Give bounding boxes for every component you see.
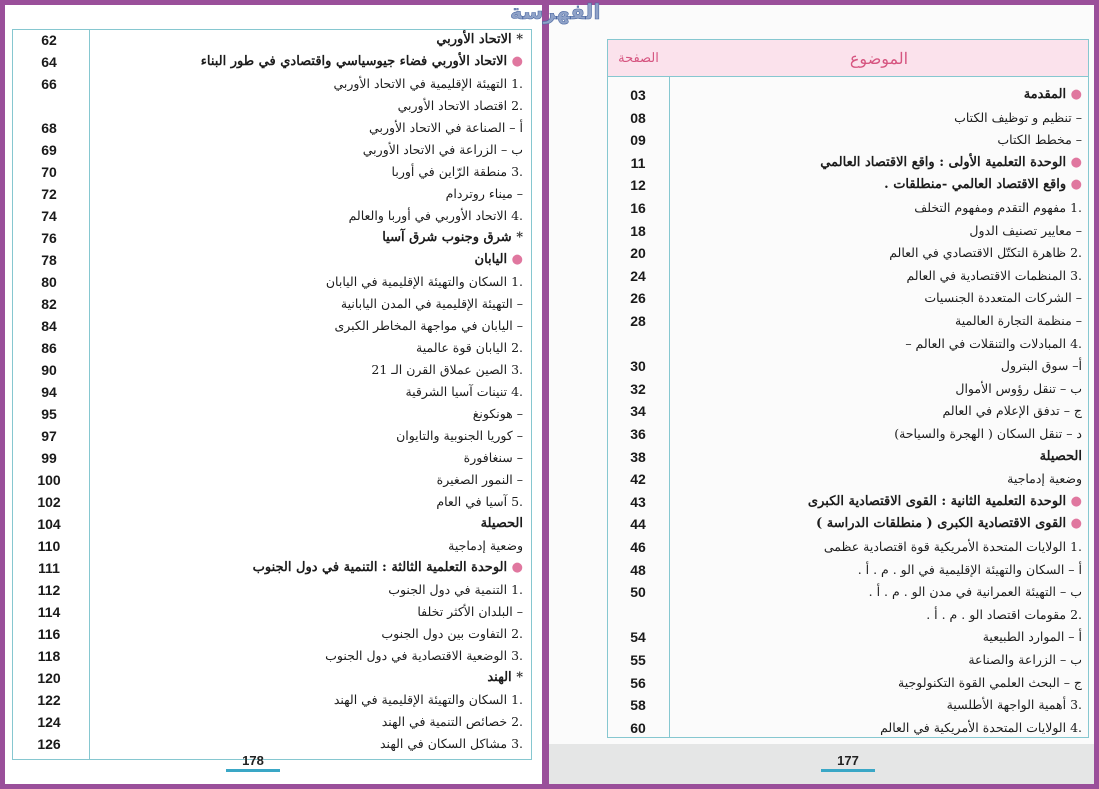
toc-entry	[608, 449, 1088, 472]
toc-entry	[608, 336, 1088, 359]
toc-entry	[13, 626, 531, 648]
toc-entry-title: المقدمة	[1023, 87, 1067, 102]
toc-entry	[13, 670, 531, 692]
toc-entry	[13, 604, 531, 626]
toc-entry	[13, 296, 531, 318]
toc-page-number: 50	[630, 584, 646, 601]
toc-entry-title: أ– سوق البترول	[1000, 358, 1082, 374]
toc-entry-title: اليابان	[474, 252, 508, 267]
toc-entry-title: واقع الاقتصاد العالمي -منطلقات .	[884, 177, 1067, 193]
toc-page-number: 76	[41, 230, 57, 246]
toc-entry-title: .2 اليابان قوة عالمية	[416, 340, 523, 355]
toc-page-number: 82	[41, 296, 57, 312]
toc-entry-title: .1 السكان والتهيئة الإقليمية في اليابان	[325, 274, 523, 289]
toc-entry-title: وضعية إدماجية	[448, 538, 523, 553]
toc-entry	[608, 223, 1088, 246]
toc-entry	[608, 720, 1088, 743]
toc-page-number: 54	[630, 629, 646, 646]
toc-page-number: 44	[630, 516, 646, 533]
toc-entry	[608, 132, 1088, 155]
toc-page-number: 58	[630, 697, 646, 714]
toc-entry-title: الحصيلة	[1039, 448, 1082, 464]
toc-page-number: 60	[630, 719, 646, 736]
toc-entry	[13, 538, 531, 560]
toc-page-number: 42	[630, 471, 646, 488]
toc-entry-title: .3 الصين عملاق القرن الـ 21	[371, 362, 523, 377]
bullet-icon: ●	[1066, 516, 1082, 532]
toc-entry-title: أ – السكان والتهيئة الإقليمية في الو . م . أ .	[857, 561, 1082, 577]
toc-page-number: 26	[630, 290, 646, 307]
toc-entry	[13, 472, 531, 494]
toc-page-number: 68	[41, 120, 57, 136]
toc-entry-title: .1 التهيئة الإقليمية في الاتحاد الأوربي	[333, 76, 523, 91]
toc-entry	[608, 268, 1088, 291]
toc-entry-title: د – تنقل السكان ( الهجرة والسياحة)	[894, 426, 1082, 441]
toc-entry-title: – منظمة التجارة العالمية	[955, 313, 1082, 328]
toc-page-number: 18	[630, 222, 646, 239]
toc-page-number: 97	[41, 428, 57, 444]
toc-page-number: 30	[630, 358, 646, 375]
toc-page-number: 114	[37, 604, 61, 620]
toc-entry	[608, 200, 1088, 223]
toc-entry-title: ب – الزراعة والصناعة	[968, 652, 1082, 667]
toc-entry	[608, 584, 1088, 607]
toc-page-number: 94	[41, 384, 57, 400]
toc-entry-title: .3 منطقة الرّاين في أوربا	[391, 164, 523, 179]
toc-entry	[608, 426, 1088, 449]
toc-entry	[13, 428, 531, 450]
toc-entry-title: وضعية إدماجية	[1007, 471, 1082, 487]
toc-page-number: 111	[38, 560, 60, 576]
toc-entry	[13, 274, 531, 296]
bullet-icon: ●	[1066, 493, 1082, 509]
toc-entry-title: .2 خصائص التنمية في الهند	[381, 714, 523, 729]
toc-entry-title: – مخطط الكتاب	[997, 132, 1082, 148]
toc-entry	[13, 450, 531, 472]
toc-entry	[13, 406, 531, 428]
toc-entry	[13, 714, 531, 736]
toc-entry-title: الوحدة التعلمية الثالثة : التنمية في دول الجنوب	[252, 560, 508, 575]
page-title: الفهرسة	[510, 0, 601, 24]
toc-page-number: 80	[41, 274, 57, 290]
right-page	[549, 5, 1094, 784]
bullet-icon: ●	[507, 252, 523, 267]
header-topic: الموضوع	[849, 49, 909, 68]
toc-page-number: 62	[41, 32, 57, 48]
toc-entry-title: ب – التهيئة العمرانية في مدن الو . م . أ .	[868, 584, 1082, 600]
toc-page-number: 74	[41, 208, 57, 224]
toc-entry-title: .1 السكان والتهيئة الإقليمية في الهند	[333, 692, 523, 707]
toc-entry	[608, 245, 1088, 268]
bullet-icon: ●	[1066, 154, 1082, 170]
toc-entry-title: .3 الوضعية الاقتصادية في دول الجنوب	[325, 648, 523, 663]
toc-entry	[608, 290, 1088, 313]
toc-page-number: 34	[630, 403, 646, 420]
toc-entry-title: – ميناء روتردام	[445, 186, 523, 201]
toc-entry-title: الاتحاد الأوربي	[436, 32, 512, 47]
toc-entry	[13, 164, 531, 186]
toc-entry-title: .2 مقومات اقتصاد الو . م . أ .	[926, 606, 1082, 622]
toc-entry-title: الحصيلة	[480, 516, 523, 531]
toc-entry	[13, 208, 531, 230]
toc-entry-title: .3 أهمية الواجهة الأطلسية	[946, 697, 1082, 713]
toc-entry	[13, 494, 531, 516]
toc-entry-title: – التهيئة الإقليمية في المدن اليابانية	[340, 296, 523, 311]
page-number-left: 178	[242, 753, 264, 768]
toc-entry	[13, 648, 531, 670]
toc-entry-title: ج – البحث العلمي القوة التكنولوجية	[898, 674, 1082, 690]
toc-entry	[608, 403, 1088, 426]
toc-entry-title: الوحدة التعلمية الثانية : القوى الاقتصادية الكبرى	[807, 493, 1067, 509]
toc-page-number: 48	[630, 561, 646, 578]
toc-entry-title: ب – الزراعة في الاتحاد الأوربي	[362, 142, 523, 157]
toc-page-number: 55	[630, 652, 646, 668]
toc-page-number: 09	[630, 132, 646, 149]
toc-page-number: 32	[630, 380, 646, 397]
toc-entry	[13, 582, 531, 604]
right-toc-table	[607, 39, 1089, 738]
toc-entry-title: الهند	[487, 670, 512, 685]
toc-entry-title: .2 اقتصاد الاتحاد الأوربي	[397, 98, 523, 113]
toc-entry	[13, 692, 531, 714]
toc-page-number: 20	[630, 245, 646, 262]
toc-entry	[608, 358, 1088, 381]
toc-entry	[13, 142, 531, 164]
toc-page-number: 112	[37, 582, 61, 598]
toc-entry	[608, 607, 1088, 630]
asterisk-icon: *	[511, 670, 523, 685]
toc-page-number: 110	[37, 538, 61, 554]
toc-entry	[608, 562, 1088, 585]
toc-entry-title: .4 الاتحاد الأوربي في أوربا والعالم	[348, 208, 523, 223]
toc-entry-title: .1 مفهوم التقدم ومفهوم التخلف	[914, 200, 1082, 215]
toc-entry-title: – النمور الصغيرة	[436, 472, 523, 487]
toc-page-number: 64	[41, 54, 57, 70]
toc-page-number: 116	[37, 626, 61, 642]
bullet-icon: ●	[1066, 87, 1082, 102]
left-toc-table	[12, 29, 532, 760]
toc-entry-title: ج – تدفق الإعلام في العالم	[942, 403, 1082, 419]
toc-entry	[608, 675, 1088, 698]
toc-entry	[13, 98, 531, 120]
toc-page-number: 122	[37, 692, 61, 708]
toc-page-number: 69	[41, 142, 57, 158]
toc-entry-title: .2 ظاهرة التكتّل الاقتصادي في العالم	[889, 245, 1082, 261]
toc-page-number: 08	[630, 109, 646, 126]
table-header	[608, 40, 1088, 77]
toc-entry	[608, 155, 1088, 178]
toc-entry	[608, 629, 1088, 652]
toc-entry	[608, 381, 1088, 404]
toc-entry	[13, 230, 531, 252]
toc-entry	[13, 516, 531, 538]
toc-entry-title: الاتحاد الأوربي فضاء جيوسياسي واقتصادي في طور البناء	[200, 54, 508, 69]
toc-entry-title: .4 تنينات آسيا الشرقية	[405, 384, 523, 399]
toc-page-number: 28	[630, 313, 646, 329]
toc-entry-title: – هونكونغ	[472, 406, 523, 421]
toc-page-number: 43	[630, 493, 646, 510]
toc-page-number: 24	[630, 267, 646, 284]
toc-entry	[608, 177, 1088, 200]
toc-entry	[13, 252, 531, 274]
toc-entry	[608, 516, 1088, 539]
toc-page-number: 126	[37, 736, 61, 752]
toc-entry-title: الوحدة التعلمية الأولى : واقع الاقتصاد العالمي	[820, 154, 1067, 170]
toc-entry	[608, 539, 1088, 562]
toc-page-number: 120	[37, 670, 61, 686]
toc-page-number: 72	[41, 186, 57, 202]
toc-page-number: 90	[41, 362, 57, 378]
toc-entry	[608, 652, 1088, 675]
toc-entry	[13, 384, 531, 406]
toc-page-number: 102	[37, 494, 61, 510]
toc-entry-title: .5 آسيا في العام	[436, 494, 523, 509]
toc-page-number: 124	[37, 714, 61, 730]
toc-page-number: 03	[630, 87, 646, 103]
toc-page-number: 36	[630, 426, 646, 442]
header-page: الصفحة	[618, 51, 659, 66]
toc-entry-title: .1 الولايات المتحدة الأمريكية قوة اقتصادية عظمى	[823, 539, 1082, 554]
left-page	[5, 5, 542, 784]
bullet-icon: ●	[507, 54, 523, 69]
page-number-bar	[226, 769, 280, 772]
bullet-icon: ●	[1066, 177, 1082, 193]
toc-page-number: 66	[41, 76, 57, 92]
toc-page-number: 86	[41, 340, 57, 356]
toc-entry-title: .2 التفاوت بين دول الجنوب	[381, 626, 523, 641]
toc-page-number: 100	[37, 472, 61, 488]
toc-page-number: 78	[41, 252, 57, 268]
toc-entry	[608, 494, 1088, 517]
toc-page-number: 46	[630, 539, 646, 555]
toc-entry-title: ب – تنقل رؤوس الأموال	[955, 380, 1082, 396]
toc-entry	[608, 110, 1088, 133]
toc-entry-title: .1 التنمية في دول الجنوب	[388, 582, 523, 597]
toc-page-number: 99	[41, 450, 57, 466]
asterisk-icon: *	[511, 230, 523, 245]
toc-page-number: 118	[37, 648, 61, 664]
toc-entry-title: أ – الصناعة في الاتحاد الأوربي	[369, 120, 523, 135]
toc-entry	[608, 471, 1088, 494]
toc-entry	[13, 186, 531, 208]
toc-entry	[13, 32, 531, 54]
toc-page-number: 84	[41, 318, 57, 334]
toc-entry-title: .4 المبادلات والتنقلات في العالم –	[905, 335, 1082, 351]
toc-page-number: 38	[630, 448, 646, 465]
toc-entry-title: .4 الولايات المتحدة الأمريكية في العالم	[880, 719, 1082, 735]
toc-entry-title: أ – الموارد الطبيعية	[982, 629, 1082, 645]
toc-entry-title: – معايير تصنيف الدول	[969, 222, 1082, 238]
toc-entry	[13, 54, 531, 76]
toc-page-number: 16	[630, 200, 646, 216]
toc-entry-title: – تنظيم و توظيف الكتاب	[954, 109, 1082, 125]
toc-entry-title: .3 مشاكل السكان في الهند	[380, 736, 523, 751]
toc-page-number: 70	[41, 164, 57, 180]
page-number-right: 177	[837, 753, 859, 768]
toc-entry	[13, 362, 531, 384]
toc-page-number: 12	[630, 177, 646, 194]
toc-entry-title: – سنغافورة	[463, 450, 523, 465]
toc-entry	[608, 313, 1088, 336]
toc-entry-title: القوى الاقتصادية الكبرى ( منطلقات الدراسة )	[816, 516, 1067, 532]
toc-entry	[608, 87, 1088, 110]
page-number-bar	[821, 769, 875, 772]
toc-entry	[13, 340, 531, 362]
toc-entry	[13, 76, 531, 98]
toc-page-number: 95	[41, 406, 57, 422]
toc-entry-title: – الشركات المتعددة الجنسيات	[924, 290, 1082, 306]
toc-entry-title: – كوريا الجنوبية والتايوان	[396, 428, 523, 443]
toc-page-number: 56	[630, 674, 646, 691]
toc-entry	[13, 318, 531, 340]
toc-page-number: 11	[630, 154, 646, 171]
toc-entry	[13, 120, 531, 142]
toc-entry-title: شرق وجنوب شرق آسيا	[382, 230, 512, 245]
toc-entry-title: .3 المنظمات الاقتصادية في العالم	[906, 267, 1082, 283]
toc-entry	[608, 697, 1088, 720]
bullet-icon: ●	[507, 560, 523, 575]
toc-entry-title: – البلدان الأكثر تخلفا	[417, 604, 523, 619]
toc-entry-title: – اليابان في مواجهة المخاطر الكبرى	[334, 318, 523, 333]
asterisk-icon: *	[511, 32, 523, 47]
toc-page-number: 104	[37, 516, 61, 532]
toc-entry	[13, 560, 531, 582]
